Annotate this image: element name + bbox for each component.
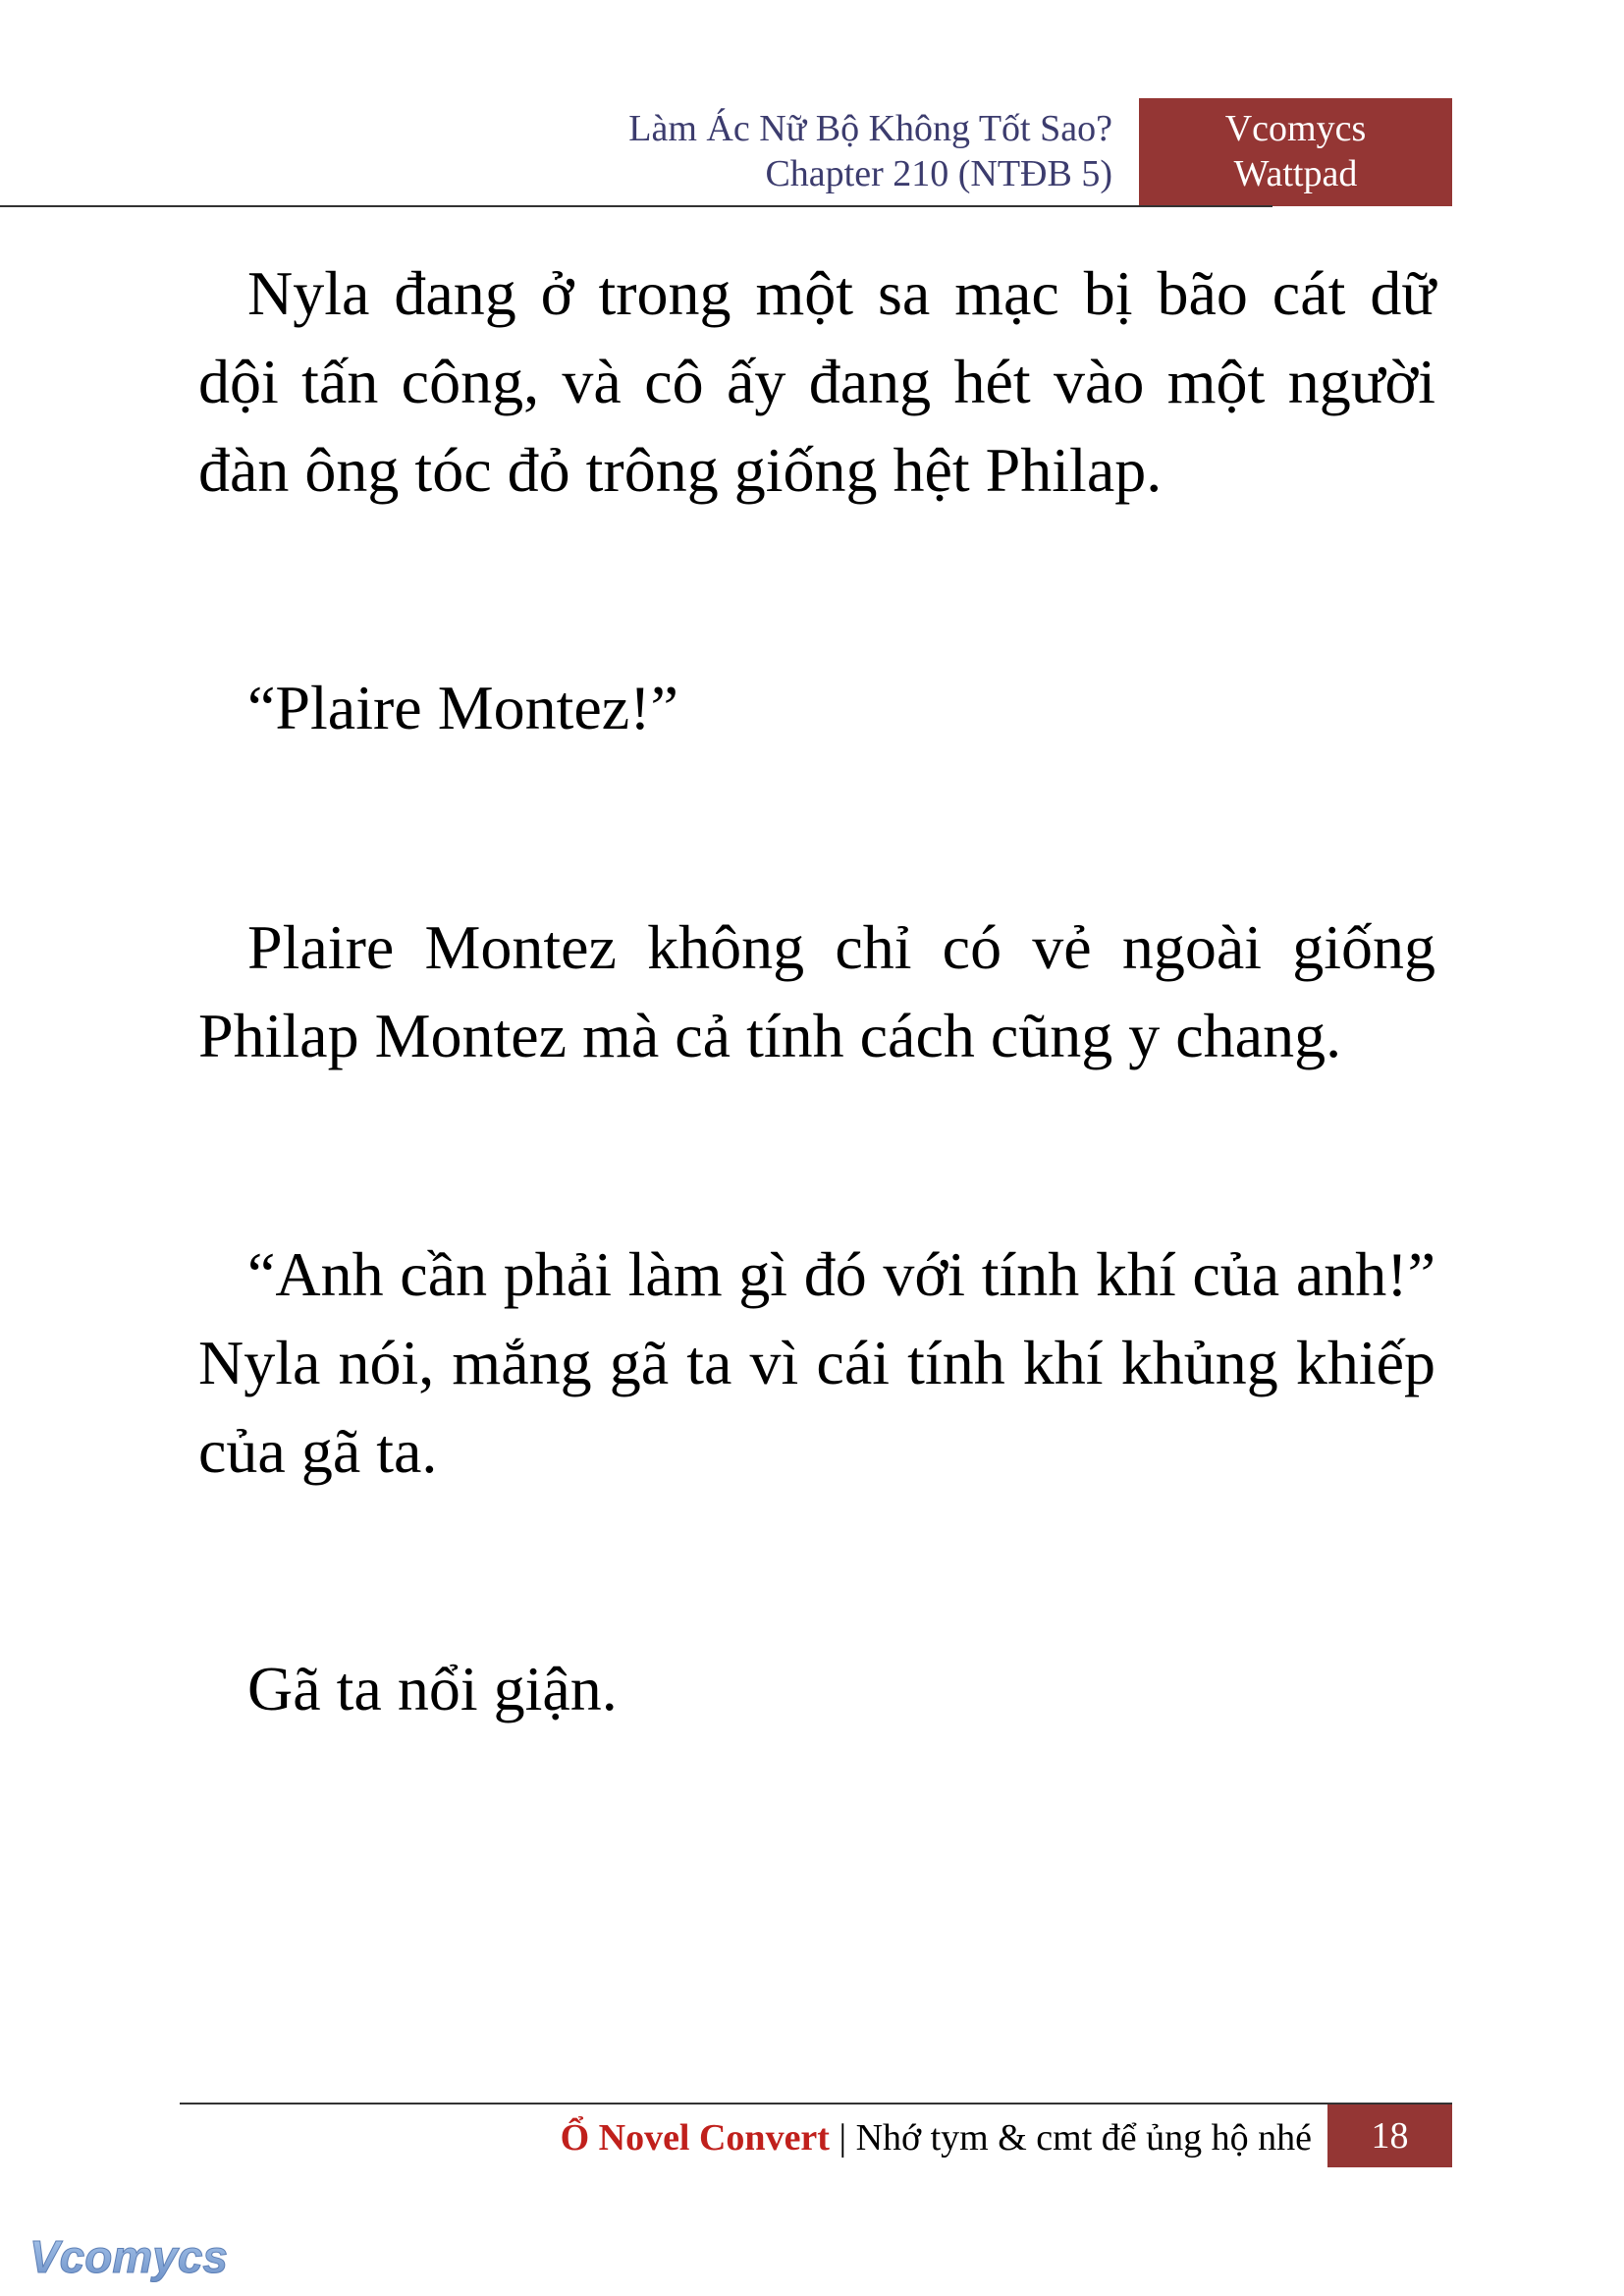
vcomycs-watermark-logo (27, 2227, 253, 2286)
watermark-text: Vcomycs (29, 2231, 229, 2282)
page-footer (561, 2108, 1312, 2167)
paragraph: “Anh cần phải làm gì đó với tính khí của anh!” Nyla nói, mắng gã ta vì cái tính khí khủng khiếp của gã ta. (198, 1239, 1435, 1486)
source-badge (1139, 98, 1452, 206)
header-title-block (180, 98, 1125, 206)
paragraph: “Plaire Montez!” (247, 673, 678, 742)
chapter-label: Chapter 210 (NTĐB 5) (765, 153, 1112, 194)
source-badge-line2: Wattpad (1233, 153, 1358, 194)
header-divider (0, 205, 1272, 207)
footer-divider (180, 2103, 1452, 2105)
footer-brand: Ổ Novel Convert (560, 2117, 830, 2159)
footer-separator: | (839, 2117, 847, 2159)
paragraph: Nyla đang ở trong một sa mạc bị bão cát dữ dội tấn công, và cô ấy đang hét vào một người đàn ông tóc đỏ trông giống hệt Philap. (198, 258, 1435, 505)
paragraph: Plaire Montez không chỉ có vẻ ngoài giống Philap Montez mà cả tính cách cũng y chang. (198, 912, 1435, 1070)
page-number: 18 (1327, 2105, 1452, 2167)
source-badge-line1: Vcomycs (1224, 108, 1367, 149)
paragraph: Gã ta nổi giận. (247, 1654, 618, 1723)
book-title: Làm Ác Nữ Bộ Không Tốt Sao? (628, 108, 1112, 149)
footer-message: Nhớ tym & cmt để ủng hộ nhé (855, 2117, 1312, 2159)
